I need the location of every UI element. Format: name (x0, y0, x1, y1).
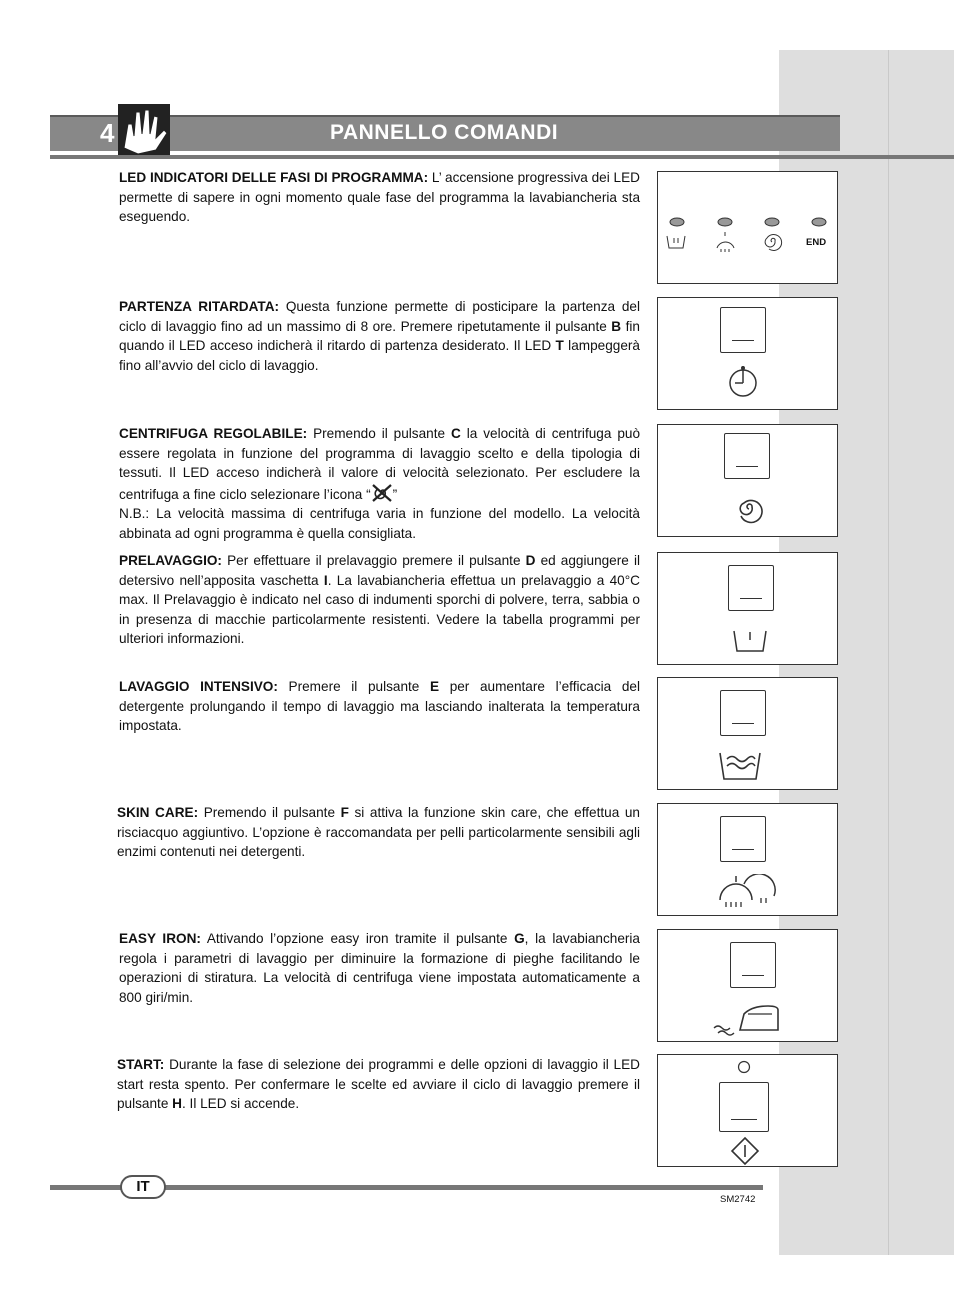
section-body: L’ accensione progressiva dei LED permette di sapere in ogni momento quale fase del programma la lavabiancheria sta eseguendo. (119, 170, 640, 224)
body-text: . La lavabiancheria effettua un prelavaggio a 40°C max. Il Prelavaggio è indicato nel caso di indumenti sporchi di polvere, terra, sabbia o in presenza di macchie particolarmente resistenti. Vedere la tabella programmi per ulteriori informazioni. (119, 572, 640, 646)
header-rule (50, 155, 954, 159)
led-letter: T (555, 338, 564, 353)
body-text: Durante la fase di selezione dei programmi e delle opzioni di lavaggio il LED start resta spento. Per confermare le scelte ed avviare il ciclo di lavaggio premere il pulsante (117, 1057, 640, 1111)
intensive-button[interactable] (720, 690, 766, 736)
spin-spiral-icon (732, 492, 766, 526)
start-panel (657, 1054, 838, 1167)
compartment-letter: I (323, 572, 328, 588)
body-text: , la lavabiancheria regola i parametri di lavaggio per diminuire la formazione di pieghe facilitando le operazioni di stiratura. La velocità di centrifuga viene impostata automaticamente a 800 giri/min. (119, 931, 640, 1005)
body-text: lampeggerà fino all’avvio del ciclo di lavaggio. (119, 338, 640, 373)
button-letter: G (514, 931, 525, 946)
button-letter: F (340, 805, 349, 820)
delay-clock-icon (726, 364, 760, 398)
spin-icon (765, 234, 782, 250)
body-text: la velocità di centrifuga può essere regolata in funzione del programma di lavaggio scelto e della tipologia di tessuti. Il LED acceso indicherà il valore di velocità selezionato. Per escludere la centrifuga a fine ciclo selezionare l’icona “ (119, 426, 641, 502)
button-letter: E (429, 679, 440, 694)
section-note: N.B.: La velocità massima di centrifuga varia in funzione del modello. La velocità abbinata ad ogni programma è quella consigliata. (119, 506, 640, 541)
body-text: Premere il pulsante (277, 679, 430, 694)
section-start (117, 1055, 640, 1114)
button-letter: B (611, 318, 622, 334)
body-text: Attivando l’opzione easy iron tramite il pulsante (200, 931, 515, 946)
spin-panel (657, 424, 838, 537)
body-text: . Il LED si accende. (182, 1096, 300, 1111)
section-intensive-wash (119, 677, 640, 736)
body-text: Premendo il pulsante (198, 805, 341, 820)
button-letter: H (172, 1096, 182, 1111)
easy-iron-panel (657, 929, 838, 1042)
button-letter: C (450, 426, 461, 441)
prewash-panel (657, 552, 838, 665)
body-text: fin quando il LED acceso indicherà il ritardo di partenza desiderato. Il LED (119, 318, 640, 353)
section-skin-care (117, 803, 640, 862)
end-label: END (806, 237, 827, 248)
body-text: si attiva la funzione skin care, che effettua un risciacquo aggiuntivo. L’opzione è raccomandata per pelli particolarmente sensibili agli enzimi contenuti nei detergenti. (117, 805, 640, 859)
section-heading: PRELAVAGGIO: (119, 553, 222, 568)
section-prewash (119, 551, 640, 649)
body-text: Per effettuare il prelavaggio premere il pulsante (221, 553, 526, 568)
led-1 (670, 218, 684, 226)
intensive-wash-icon (718, 751, 762, 783)
led-3 (765, 218, 779, 226)
section-heading: EASY IRON: (119, 931, 201, 946)
button-letter: D (525, 553, 536, 568)
prewash-tub-icon (732, 629, 768, 655)
hand-icon (118, 104, 170, 158)
body-text: Premendo il pulsante (307, 426, 451, 441)
intensive-panel (657, 677, 838, 790)
led-4 (812, 218, 826, 226)
side-tab-divider (888, 50, 889, 1255)
body-text: ed aggiungere il detersivo nell’apposita vaschetta (119, 553, 640, 588)
spin-button[interactable] (724, 433, 770, 479)
no-spin-icon (371, 483, 393, 503)
section-delayed-start (119, 297, 640, 375)
page-title: PANNELLO COMANDI (330, 121, 559, 144)
section-heading: PARTENZA RITARDATA: (119, 299, 280, 314)
document-code: SM2742 (720, 1194, 756, 1205)
skin-care-button[interactable] (720, 816, 766, 862)
rinse-icon (717, 232, 734, 252)
led-panel (657, 171, 838, 284)
section-easy-iron (119, 929, 640, 1007)
led-2 (718, 218, 732, 226)
easy-iron-button[interactable] (730, 942, 776, 988)
section-heading: SKIN CARE: (117, 805, 199, 820)
skin-care-icon (716, 874, 778, 910)
section-led-indicators (119, 168, 640, 227)
section-heading: CENTRIFUGA REGOLABILE: (119, 426, 308, 441)
skin-care-panel (657, 803, 838, 916)
start-button[interactable] (719, 1082, 769, 1132)
easy-iron-icon (712, 1000, 782, 1036)
led-indicators (658, 172, 839, 285)
delay-panel (657, 297, 838, 410)
body-text: ” (392, 486, 398, 502)
section-adjustable-spin (119, 424, 640, 543)
prewash-tub-icon (667, 236, 685, 248)
section-heading: START: (117, 1057, 165, 1072)
prewash-button[interactable] (728, 565, 774, 611)
page-number: 4 (100, 118, 115, 148)
delay-button[interactable] (720, 307, 766, 353)
body-text: Questa funzione permette di posticipare la partenza del ciclo di lavaggio fino ad un massimo di 8 ore. Premere ripetutamente il pulsante (119, 299, 640, 334)
body-text: per aumentare l’efficacia del detergente prolungando il tempo di lavaggio ma lasciando inalterata la temperatura impostata. (119, 679, 641, 733)
section-heading: LAVAGGIO INTENSIVO: (119, 679, 278, 694)
start-led (737, 1060, 751, 1074)
section-heading: LED INDICATORI DELLE FASI DI PROGRAMMA: (119, 170, 429, 185)
start-diamond-icon (730, 1136, 760, 1166)
language-badge: IT (120, 1175, 166, 1199)
